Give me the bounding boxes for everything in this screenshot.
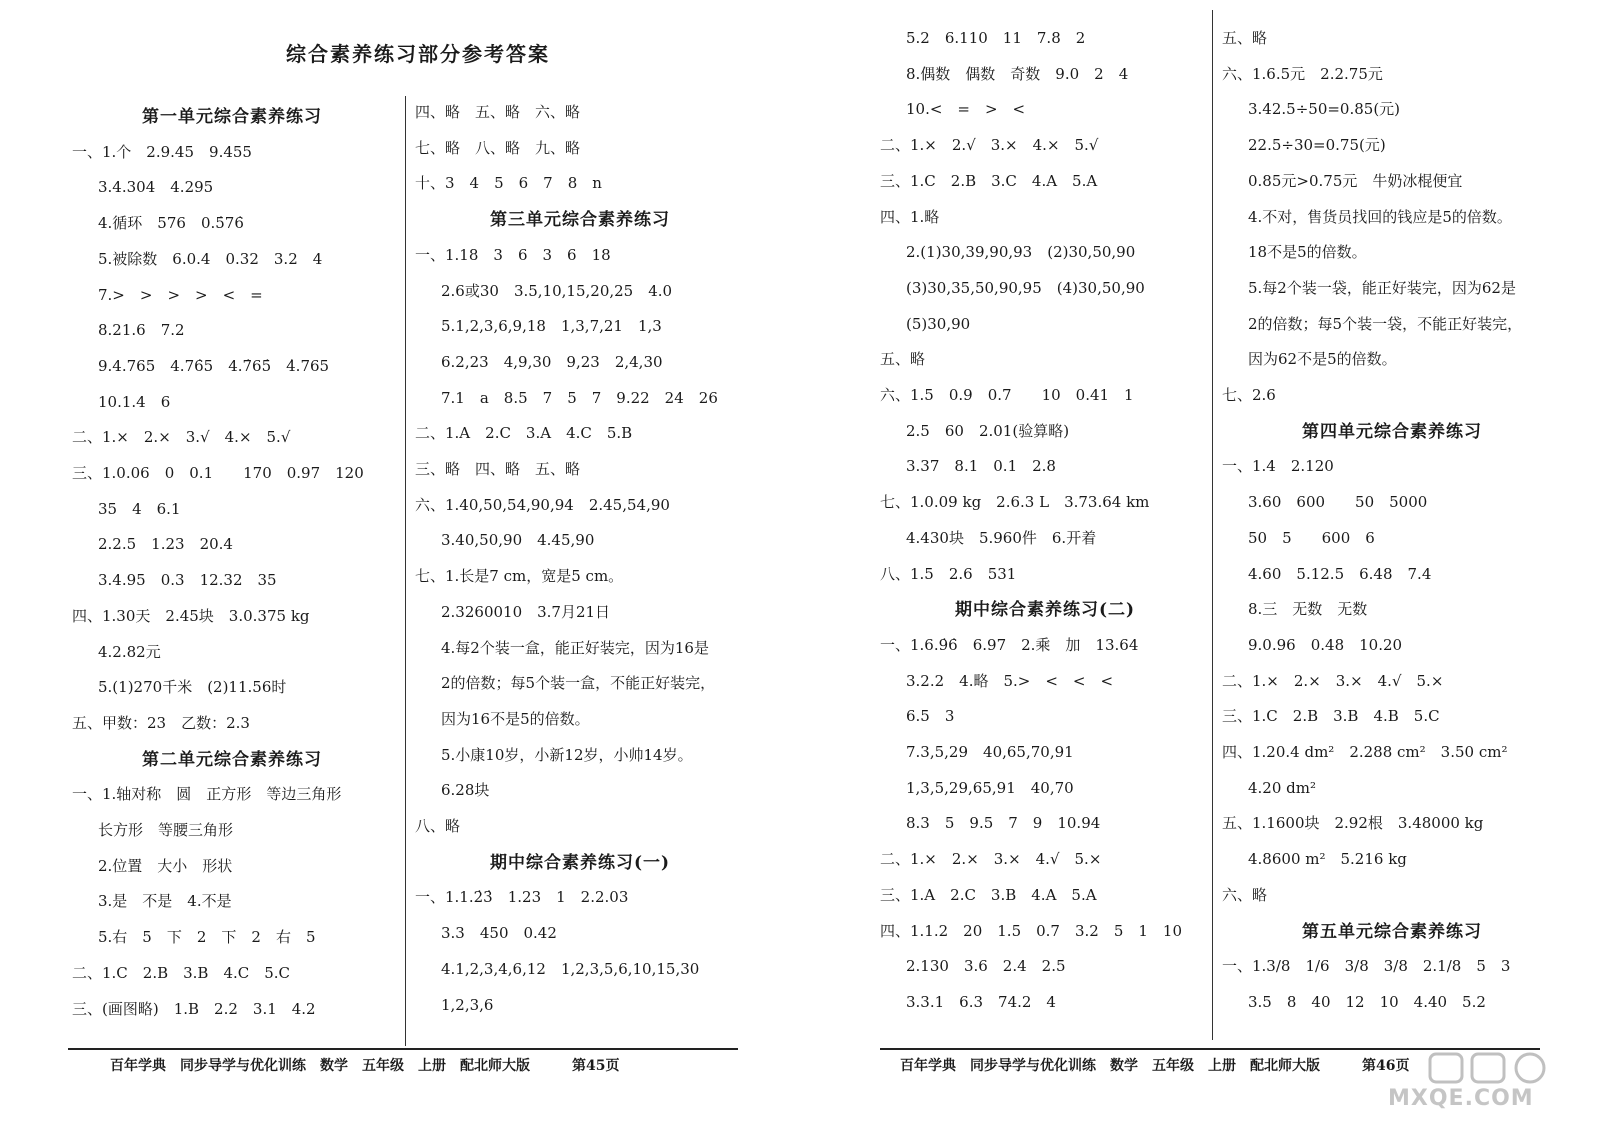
answer-line: 7.1 a 8.5 7 5 7 9.22 24 26	[441, 388, 718, 407]
footer-rule	[68, 1048, 738, 1050]
answer-line: 10.< = > <	[906, 100, 1026, 119]
answer-line: 3.2.2 4.略 5.> < < <	[906, 671, 1114, 690]
answer-line: 10.1.4 6	[98, 392, 171, 411]
answer-line: 因为16不是5的倍数。	[441, 709, 590, 728]
answer-line: 5.被除数 6.0.4 0.32 3.2 4	[98, 249, 323, 268]
answer-line: 9.4.765 4.76̇5 4.7̇65̇ 4̇.765	[98, 356, 330, 375]
answer-line: 四、1.1.2 20 1.5 0.7 3.2 5 1 10	[880, 921, 1182, 940]
answer-line: 9.0.96 0.48 10.20	[1248, 635, 1403, 654]
answer-line: 4.8600 m² 5.216 kg	[1248, 850, 1407, 869]
answer-line: 八、1.5 2.6 531	[880, 564, 1017, 583]
answer-line: 六、1.5 0.9 0.7 10 0.41 1	[880, 386, 1134, 404]
answer-line: 一、1.4 2.120	[1222, 457, 1334, 476]
footer-text: 百年学典 同步导学与优化训练 数学 五年级 上册 配北师大版 第46页	[900, 1058, 1410, 1074]
page-title: 综合素养练习部分参考答案	[286, 42, 550, 66]
answer-line: 3.40,50,90 4.45,90	[441, 531, 595, 550]
answer-line: 22.5÷30=0.75(元)	[1248, 136, 1386, 155]
answer-line: 4.循环 576 0.5̇76̇	[98, 214, 244, 233]
answer-line: (3)30,35,50,90,95 (4)30,50,90	[906, 278, 1145, 297]
answer-line: 五、1.1600块 2.92根 3.48000 kg	[1222, 814, 1484, 833]
answer-line: 三、1.A 2.C 3.B 4.A 5.A	[880, 885, 1097, 904]
answer-line: 六、略	[1222, 885, 1268, 904]
section-heading: 第三单元综合素养练习	[490, 210, 670, 231]
answer-line: 8.21.6 7.2	[98, 321, 185, 340]
answer-line: 十、3 4 5 6 7 8 n	[415, 174, 602, 193]
answer-line: 2.6或30 3.5,10,15,20,25 4.0	[441, 281, 673, 300]
answer-line: 0.85元>0.75元 牛奶冰棍便宜	[1248, 171, 1463, 190]
column-divider	[1212, 10, 1213, 1040]
answer-line: 2.(1)30,39,90,93 (2)30,50,90	[906, 243, 1136, 262]
answer-line: 2.130 3.6 2.4 2.5	[906, 957, 1066, 976]
answer-line: 二、1.× 2.√ 3.× 4.× 5.√	[880, 136, 1099, 155]
answer-line: 4.20 dm²	[1248, 778, 1317, 797]
answer-line: 七、1.长是7 cm，宽是5 cm。	[415, 567, 624, 586]
answer-line: 3.37 8.1 0.1 2.8	[906, 457, 1056, 476]
answer-line: 8.3 5 9.5 7 9 10.94	[906, 814, 1101, 833]
answer-line: 4.60 5.12.5 6.48 7.4	[1248, 564, 1432, 583]
answer-line: 18不是5的倍数。	[1248, 243, 1367, 262]
answer-line: 3.5 8 40 12 10 4.40 5.2	[1248, 992, 1486, 1011]
answer-line: 4.不对，售货员找回的钱应是5的倍数。	[1248, 207, 1512, 226]
answer-line: 三、1.C 2.B 3.B 4.B 5.C	[1222, 707, 1440, 726]
answer-line: 3.42.5÷50=0.85(元)	[1248, 100, 1401, 119]
answer-line: 三、1.0.06 0 0.1 170 0.97 120	[72, 464, 364, 482]
answer-line: 4.2.82元	[98, 642, 161, 661]
answer-line: 35 4 6.1	[98, 499, 181, 518]
answer-line: 2.2.5 1.23 20.4	[98, 535, 233, 554]
answer-line: 一、1.个 2.9.45 9.455	[72, 142, 252, 161]
section-heading: 第四单元综合素养练习	[1302, 421, 1482, 442]
answer-line: 三、(画图略) 1.B 2.2 3.1 4.2	[72, 999, 316, 1018]
answer-line: 3.4.95 0.3 12.32 35	[98, 571, 277, 590]
answer-line: 2.3260010 3.7月21日	[441, 602, 611, 621]
answer-line: 一、1.1.2̇3̇ 1.23 1 2.2.03	[415, 888, 629, 907]
answer-line: 五、略	[1222, 29, 1268, 47]
answer-line: 50 5 600 6	[1248, 528, 1375, 547]
section-heading: 第一单元综合素养练习	[142, 107, 322, 127]
answer-line: 六、1.6.5元 2.2.75元	[1222, 64, 1383, 83]
answer-line: 1,2,3,6	[441, 995, 494, 1014]
answer-line: 六、1.40,50,54,90,94 2.45,54,90	[415, 495, 670, 514]
answer-line: 2的倍数；每5个装一盒，不能正好装完，	[441, 674, 716, 693]
answer-line: 一、1.18 3 6 3 6 18	[415, 245, 611, 264]
answer-line: 8.三 无数 无数	[1248, 600, 1368, 619]
answer-line: 长方形 等腰三角形	[98, 821, 234, 839]
answer-line: 因为62不是5的倍数。	[1248, 350, 1397, 369]
section-heading: 期中综合素养练习(二)	[954, 600, 1136, 621]
answer-line: 8.偶数 偶数 奇数 9.0 2 4	[906, 64, 1129, 83]
answer-line: 八、略	[415, 817, 461, 835]
answer-line: 5.小康10岁，小新12岁，小帅14岁。	[441, 745, 693, 764]
answer-line: 七、2.6	[1222, 386, 1276, 404]
answer-line: 二、1.× 2.× 3.× 4.√ 5.×	[1222, 671, 1444, 690]
answer-line: 7.> > > > < =	[98, 285, 263, 304]
right-page	[800, 0, 1600, 1121]
answer-line: 4.430块 5.960件 6.开着	[906, 528, 1097, 547]
answer-line: 二、1.A 2.C 3.A 4.C 5.B	[415, 424, 633, 443]
answer-line: 四、略 五、略 六、略	[415, 103, 581, 121]
column-divider	[405, 96, 406, 1046]
answer-line: 一、1.6.9̇6̇ 6.97 2.乘 加 13.64	[880, 635, 1139, 654]
answer-line: 一、1.轴对称 圆 正方形 等边三角形	[72, 785, 342, 804]
answer-line: 三、1.C 2.B 3.C 4.A 5.A	[880, 171, 1098, 190]
answer-line: 四、1.30天 2.45块 3.0.375 kg	[72, 606, 310, 625]
answer-line: 2.5 60 2.01(验算略)	[906, 421, 1070, 440]
answer-line: 7.3,5,29 40,65,70,91	[906, 743, 1074, 761]
answer-line: (5)30,90	[906, 314, 971, 333]
answer-line: 3.4.304 4.295	[98, 178, 214, 197]
answer-line: 4.1,2,3,4,6,12 1,2,3,5,6,10,15,30	[441, 959, 700, 978]
answer-line: 二、1.× 2.× 3.× 4.√ 5.×	[880, 850, 1102, 869]
answer-line: 五、甲数：23 乙数：2.3	[72, 713, 250, 732]
section-heading: 第五单元综合素养练习	[1302, 921, 1482, 942]
answer-line: 五、略	[880, 350, 926, 369]
answer-line: 1,3,5,29,65,91 40,70	[906, 778, 1074, 797]
answer-line: 二、1.C 2.B 3.B 4.C 5.C	[72, 963, 291, 982]
answer-line: 3.3 450 0.42	[441, 924, 557, 943]
watermark-logo-icon	[1428, 1050, 1548, 1086]
answer-line: 5.1,2,3,6,9,18 1,3,7,21 1,3	[441, 317, 662, 336]
answer-line: 2的倍数；每5个装一袋，不能正好装完，	[1248, 314, 1523, 333]
answer-line: 6.28块	[441, 781, 490, 800]
answer-line: 七、略 八、略 九、略	[415, 138, 581, 157]
answer-line: 5.右 5 下 2 下 2 右 5	[98, 928, 316, 947]
section-heading: 期中综合素养练习(一)	[489, 852, 671, 873]
watermark-text: MXQE.COM	[1388, 1086, 1534, 1111]
answer-line: 2.位置 大小 形状	[98, 856, 233, 875]
answer-line: 3.是 不是 4.不是	[98, 892, 232, 911]
answer-line: 三、略 四、略 五、略	[415, 460, 581, 478]
section-heading: 第二单元综合素养练习	[142, 749, 322, 770]
footer-text: 百年学典 同步导学与优化训练 数学 五年级 上册 配北师大版 第45页	[110, 1058, 620, 1074]
answer-line: 二、1.× 2.× 3.√ 4.× 5.√	[72, 428, 291, 447]
answer-line: 5.2 6.110 11 7.8 2	[906, 29, 1086, 47]
answer-line: 七、1.0.09 kg 2.6.3 L 3.73.64 km	[880, 493, 1150, 512]
answer-line: 5.(1)270千米 (2)11.56时	[98, 678, 287, 697]
answer-line: 4.每2个装一盒，能正好装完，因为16是	[441, 638, 709, 657]
answer-line: 6.2,23 4,9,30 9,23 2,4,30	[441, 352, 663, 371]
answer-line: 四、1.略	[880, 207, 940, 226]
answer-line: 四、1.20.4 dm² 2.288 cm² 3.50 cm²	[1222, 743, 1508, 761]
answer-line: 5.每2个装一袋，能正好装完，因为62是	[1248, 278, 1516, 297]
watermark	[1380, 1050, 1580, 1110]
answer-line: 6.5 3	[906, 707, 955, 726]
answer-line: 3.60 600 50 5000	[1248, 493, 1428, 512]
answer-line: 3.3.1 6.3 74.2 4	[906, 992, 1056, 1011]
answer-line: 一、1.3/8 1/6 3/8 3/8 2.1/8 5 3	[1222, 957, 1511, 976]
